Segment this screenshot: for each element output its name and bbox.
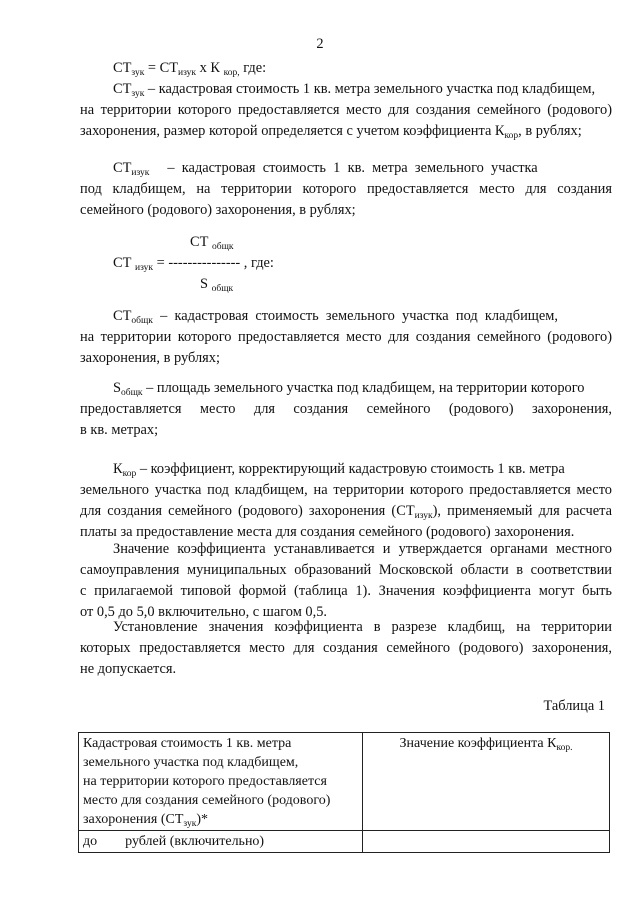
fraction-denominator: S $_{общк}$	[200, 276, 234, 294]
paragraph-coefficient-setting: Установление значения коэффициента в разрезе кладбищ, на территории которых предоставляется место для создания семейного (родового) захоронения, не допускается.	[80, 619, 612, 677]
table-caption: Таблица 1	[543, 698, 605, 714]
definition-kkor: $К_{кор}$ – коэффициент, корректирующий кадастровую стоимость 1 кв. метра земельного участка под кладбищем, на территории которого предоставляется место для создания семейного (родового) захоронения $(СТ_{изук})$, применяемый для расчета платы за предоставление места для создания семейного (родового) захоронения.	[80, 461, 612, 540]
fraction-numerator: СТ $_{общк}$	[190, 234, 234, 252]
table-row	[79, 831, 610, 853]
definition-stizuk: $СТ_{изук}$ – кадастровая стоимость 1 кв. метра земельного участка под кладбищем, на территории которого предоставляется место для создания семейного (родового) захоронения, в рублях;	[80, 160, 612, 218]
table-header-coefficient-value: Значение коэффициента $К_{кор.}$	[363, 733, 610, 831]
table-cell-range: до рублей (включительно)	[79, 831, 363, 853]
table-header-row	[79, 733, 610, 831]
paragraph-coefficient-value: Значение коэффициента устанавливается и утверждается органами местного самоуправления муниципальных образований Московской области в соответствии с прилагаемой типовой формой (таблица 1). Значения коэффициента могут быть от 0,5 до 5,0 включительно, с шагом 0,5.	[80, 541, 612, 620]
definition-stzuk: $СТ_{зук}$ – кадастровая стоимость 1 кв. метра земельного участка под кладбищем, на территории которого предоставляется место для создания семейного (родового) захоронения, размер которой определяется с учетом коэффициента $К_{кор}$, в рублях;	[80, 81, 612, 141]
table-cell-coefficient	[363, 831, 610, 853]
coefficient-table	[78, 732, 610, 853]
page-number: 2	[316, 36, 324, 52]
table-header-cadastral-value: Кадастровая стоимость 1 кв. метра земельного участка под кладбищем, на территории которого предоставляется место для создания семейного (родового) захоронения $(СТ_{зук})*$	[79, 733, 363, 831]
formula-stizuk: СТ $_{изук}$ = --------------- , где:	[113, 255, 274, 273]
definition-sobshk: $S_{общк}$ – площадь земельного участка под кладбищем, на территории которого предоставляется место для создания семейного (родового) захоронения, в кв. метрах;	[80, 380, 612, 438]
definition-stobshk: $СТ_{общк}$ – кадастровая стоимость земельного участка под кладбищем, на территории которого предоставляется место для создания семейного (родового) захоронения, в рублях;	[80, 308, 612, 366]
formula-stzuk: $СТ_{зук} = СТ_{изук}$ х К $_{кор,}$ где:	[113, 60, 267, 78]
